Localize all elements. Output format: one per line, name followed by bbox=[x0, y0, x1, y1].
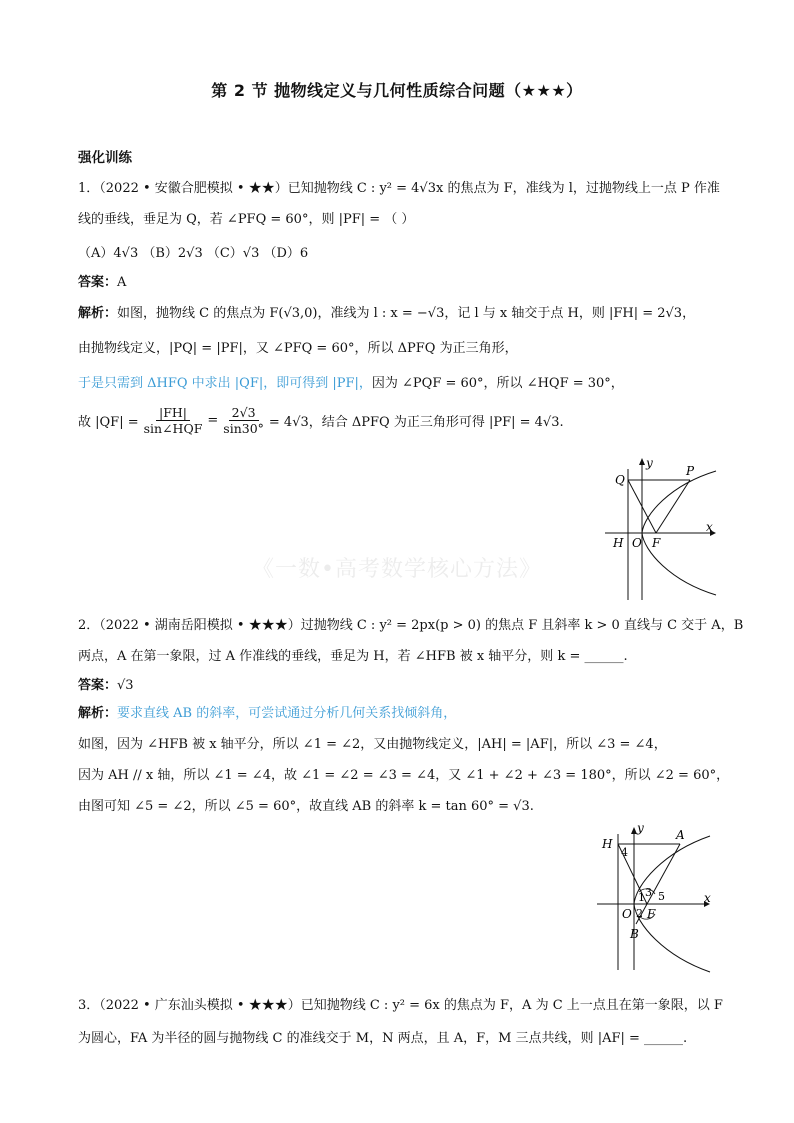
q1-analysis-line1 bbox=[78, 302, 695, 321]
label-angle-4: 4 bbox=[621, 846, 628, 859]
q2-stem-line2: 两点，A 在第一象限，过 A 作准线的垂线，垂足为 H，若 ∠HFB 被 x 轴平分，则 k = ______. bbox=[78, 649, 628, 664]
label-O: O bbox=[622, 907, 632, 921]
parabola-lower bbox=[634, 904, 710, 972]
numerator: |FH| bbox=[156, 405, 190, 421]
q1-stem-line1: 1．（2022 • 安徽合肥模拟 • ★★）已知抛物线 C : y² = 4√3x 的焦点为 F，准线为 l，过抛物线上一点 P 作准 bbox=[78, 181, 720, 196]
answer-label: 答案： bbox=[78, 275, 118, 290]
page-title: 第 2 节 抛物线定义与几何性质综合问题（★★★） bbox=[211, 81, 583, 100]
section-heading: 强化训练 bbox=[78, 150, 132, 166]
q1-analysis-line4 bbox=[78, 400, 564, 440]
label-x: x bbox=[704, 891, 711, 905]
formula-prefix: 故 |QF| = bbox=[78, 414, 139, 430]
label-y: y bbox=[637, 822, 644, 835]
q1-stem-line2: 线的垂线，垂足为 Q，若 ∠PFQ = 60°，则 |PF| = （ ） bbox=[78, 212, 415, 227]
q3-stem-line2: 为圆心，FA 为半径的圆与抛物线 C 的准线交于 M，N 两点，且 A，F，M 三点共线，则 |AF| = ______. bbox=[78, 1031, 688, 1046]
figure-2-parabola bbox=[592, 822, 717, 974]
label-B: B bbox=[630, 927, 639, 941]
label-F: F bbox=[652, 536, 661, 550]
label-angle-3: 3 bbox=[645, 886, 652, 899]
label-H: H bbox=[602, 837, 613, 851]
label-P: P bbox=[686, 464, 695, 478]
hint-text: 要求直线 AB 的斜率，可尝试通过分析几何关系找倾斜角， bbox=[117, 706, 457, 721]
answer-value: √3 bbox=[117, 678, 134, 693]
fraction bbox=[220, 405, 267, 436]
label-x: x bbox=[706, 520, 713, 534]
label-angle-2: 2 bbox=[636, 907, 643, 920]
q2-analysis-line1 bbox=[78, 702, 456, 721]
denominator: sin∠HQF bbox=[143, 420, 203, 436]
label-angle-1: 1 bbox=[638, 891, 645, 904]
label-angle-5: 5 bbox=[658, 890, 665, 903]
q1-options: （A）4√3 （B）2√3 （C）√3 （D）6 bbox=[78, 246, 309, 261]
answer-label: 答案： bbox=[78, 678, 118, 693]
formula-suffix: = 4√3，结合 ΔPFQ 为正三角形可得 |PF| = 4√3. bbox=[268, 414, 564, 430]
analysis-label: 解析： bbox=[78, 706, 118, 721]
label-O: O bbox=[632, 536, 642, 550]
q3-stem-line1: 3．（2022 • 广东汕头模拟 • ★★★）已知抛物线 C : y² = 6x 的焦点为 F，A 为 C 上一点且在第一象限，以 F bbox=[78, 998, 723, 1013]
denominator: sin30° bbox=[223, 420, 264, 436]
q2-answer bbox=[78, 674, 134, 693]
answer-value: A bbox=[117, 275, 127, 290]
y-axis-arrow bbox=[639, 458, 645, 465]
q1-analysis-line3 bbox=[78, 372, 624, 391]
analysis-label: 解析： bbox=[78, 306, 118, 321]
hint-text: 于是只需到 ΔHFQ 中求出 |QF|，即可得到 |PF|， bbox=[78, 376, 372, 391]
analysis-text: 因为 ∠PQF = 60°，所以 ∠HQF = 30°， bbox=[371, 376, 624, 391]
q2-analysis-line4: 由图可知 ∠5 = ∠2，所以 ∠5 = 60°，故直线 AB 的斜率 k = tan 60° = √3. bbox=[78, 799, 534, 814]
q2-analysis-line3: 因为 AH // x 轴，所以 ∠1 = ∠4，故 ∠1 = ∠2 = ∠3 = ∠4，又 ∠1 + ∠2 + ∠3 = 180°，所以 ∠2 = 60°， bbox=[78, 768, 730, 783]
numerator: 2√3 bbox=[229, 405, 259, 421]
equals-sign: = bbox=[207, 412, 219, 428]
segment-PF bbox=[656, 480, 690, 533]
q1-answer bbox=[78, 271, 126, 290]
label-H: H bbox=[613, 536, 624, 550]
watermark: 《一数•高考数学核心方法》 bbox=[252, 557, 542, 582]
q2-stem-line1: 2．（2022 • 湖南岳阳模拟 • ★★★）过抛物线 C : y² = 2px(p > 0) 的焦点 F 且斜率 k > 0 直线与 C 交于 A，B bbox=[78, 618, 744, 633]
q2-analysis-line2: 如图，因为 ∠HFB 被 x 轴平分，所以 ∠1 = ∠2，又由抛物线定义，|AH| = |AF|，所以 ∠3 = ∠4， bbox=[78, 737, 667, 752]
q1-analysis-line2: 由抛物线定义，|PQ| = |PF|，又 ∠PFQ = 60°，所以 ΔPFQ 为正三角形， bbox=[78, 341, 518, 356]
label-F: F bbox=[647, 907, 656, 921]
label-Q: Q bbox=[615, 473, 625, 487]
analysis-text: 如图，抛物线 C 的焦点为 F(√3,0)，准线为 l : x = −√3，记 l 与 x 轴交于点 H，则 |FH| = 2√3， bbox=[117, 306, 696, 321]
fraction bbox=[141, 405, 206, 436]
label-A: A bbox=[676, 828, 685, 842]
label-y: y bbox=[646, 456, 653, 470]
